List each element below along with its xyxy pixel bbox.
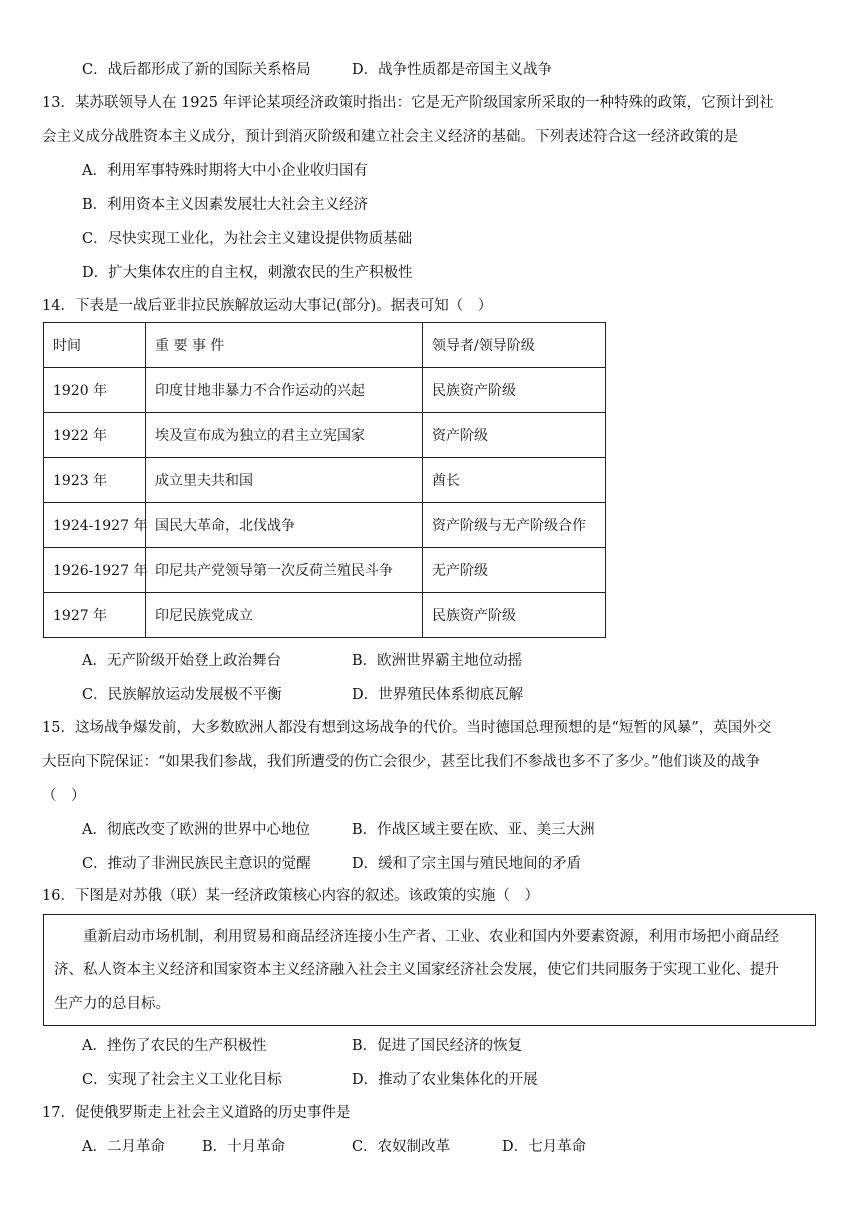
q16-quote-line-1: 重新启动市场机制，利用贸易和商品经济连接小生产者、工业、农业和国内外要素资源，利用市场把小商品经: [54, 929, 779, 945]
q14-option-c: C．民族解放运动发展极不平衡: [82, 687, 282, 703]
q14-option-d: D．世界殖民体系彻底瓦解: [352, 687, 524, 703]
q13-option-b: B．利用资本主义因素发展壮大社会主义经济: [82, 197, 369, 213]
table-header-row: [44, 323, 606, 368]
table-cell: 印尼民族党成立: [146, 593, 423, 638]
table-cell: 1927 年: [44, 593, 146, 638]
table-cell: 1920 年: [44, 368, 146, 413]
q15-stem-line-2: 大臣向下院保证：“如果我们参战，我们所遭受的伤亡会很少，甚至比我们不参战也多不了多少。”他们谈及的战争: [42, 754, 761, 770]
table-cell: 1924-1927 年: [44, 503, 146, 548]
q15-stem-line-3: （ ）: [42, 788, 86, 804]
q13-option-c: C．尽快实现工业化，为社会主义建设提供物质基础: [82, 231, 413, 247]
q15-stem-line-1: 15．这场战争爆发前，大多数欧洲人都没有想到这场战争的代价。当时德国总理预想的是“短暂的风暴”，英国外交: [42, 720, 772, 736]
q17-option-b: B．十月革命: [202, 1139, 286, 1155]
table-row: [44, 413, 606, 458]
q17-stem: 17．促使俄罗斯走上社会主义道路的历史事件是: [42, 1105, 351, 1121]
q16-option-d: D．推动了农业集体化的开展: [352, 1072, 538, 1088]
table-cell: 埃及宣布成为独立的君主立宪国家: [146, 413, 423, 458]
q14-events-table: [43, 322, 606, 638]
table-header-cell: 领导者/领导阶级: [423, 323, 606, 368]
table-cell: 资产阶级与无产阶级合作: [423, 503, 606, 548]
table-header-cell: 时间: [44, 323, 146, 368]
table-cell: 民族资产阶级: [423, 593, 606, 638]
q16-stem: 16．下图是对苏俄（联）某一经济政策核心内容的叙述。该政策的实施（ ）: [42, 888, 539, 904]
q17-option-d: D．七月革命: [502, 1139, 587, 1155]
q15-option-d: D．缓和了宗主国与殖民地间的矛盾: [352, 856, 582, 872]
q14-option-b: B．欧洲世界霸主地位动摇: [352, 653, 523, 669]
q13-stem-line-1: 13．某苏联领导人在 1925 年评论某项经济政策时指出：它是无产阶级国家所采取的一种特殊的政策，它预计到社: [42, 95, 774, 111]
q13-option-d: D．扩大集体农庄的自主权，刺激农民的生产积极性: [82, 265, 413, 281]
table-header-cell: 重 要 事 件: [146, 323, 423, 368]
table-cell: 1922 年: [44, 413, 146, 458]
q14-stem: 14．下表是一战后亚非拉民族解放运动大事记(部分)。据表可知（ ）: [42, 298, 493, 314]
q15-option-b: B．作战区域主要在欧、亚、美三大洲: [352, 822, 595, 838]
q14-option-a: A．无产阶级开始登上政治舞台: [82, 653, 281, 669]
q16-quote-line-3: 生产力的总目标。: [54, 996, 170, 1012]
table-row: [44, 503, 606, 548]
prev-option-c: C．战后都形成了新的国际关系格局: [82, 62, 311, 78]
table-cell: 印度甘地非暴力不合作运动的兴起: [146, 368, 423, 413]
table-cell: 1926-1927 年: [44, 548, 146, 593]
table-cell: 成立里夫共和国: [146, 458, 423, 503]
table-cell: 酋长: [423, 458, 606, 503]
q13-option-a: A．利用军事特殊时期将大中小企业收归国有: [82, 163, 368, 179]
table-row: [44, 368, 606, 413]
q15-option-a: A．彻底改变了欧洲的世界中心地位: [82, 822, 310, 838]
q17-option-a: A．二月革命: [82, 1139, 165, 1155]
table-cell: 无产阶级: [423, 548, 606, 593]
table-row: [44, 458, 606, 503]
q16-option-b: B．促进了国民经济的恢复: [352, 1038, 523, 1054]
table-row: [44, 548, 606, 593]
q16-option-a: A．挫伤了农民的生产积极性: [82, 1038, 267, 1054]
q17-option-c: C．农奴制改革: [352, 1139, 451, 1155]
q15-option-c: C．推动了非洲民族民主意识的觉醒: [82, 856, 311, 872]
q16-quote-line-2: 济、私人资本主义经济和国家资本主义经济融入社会主义国家经济社会发展，使它们共同服务于实现工业化、提升: [54, 962, 779, 978]
table-cell: 印尼共产党领导第一次反荷兰殖民斗争: [146, 548, 423, 593]
q13-stem-line-2: 会主义成分战胜资本主义成分，预计到消灭阶级和建立社会主义经济的基础。下列表述符合这一经济政策的是: [42, 129, 738, 145]
q16-quote-box: [43, 914, 816, 1026]
table-cell: 国民大革命，北伐战争: [146, 503, 423, 548]
table-cell: 民族资产阶级: [423, 368, 606, 413]
table-row: [44, 593, 606, 638]
prev-option-d: D．战争性质都是帝国主义战争: [352, 62, 553, 78]
table-cell: 资产阶级: [423, 413, 606, 458]
table-cell: 1923 年: [44, 458, 146, 503]
q16-option-c: C．实现了社会主义工业化目标: [82, 1072, 282, 1088]
